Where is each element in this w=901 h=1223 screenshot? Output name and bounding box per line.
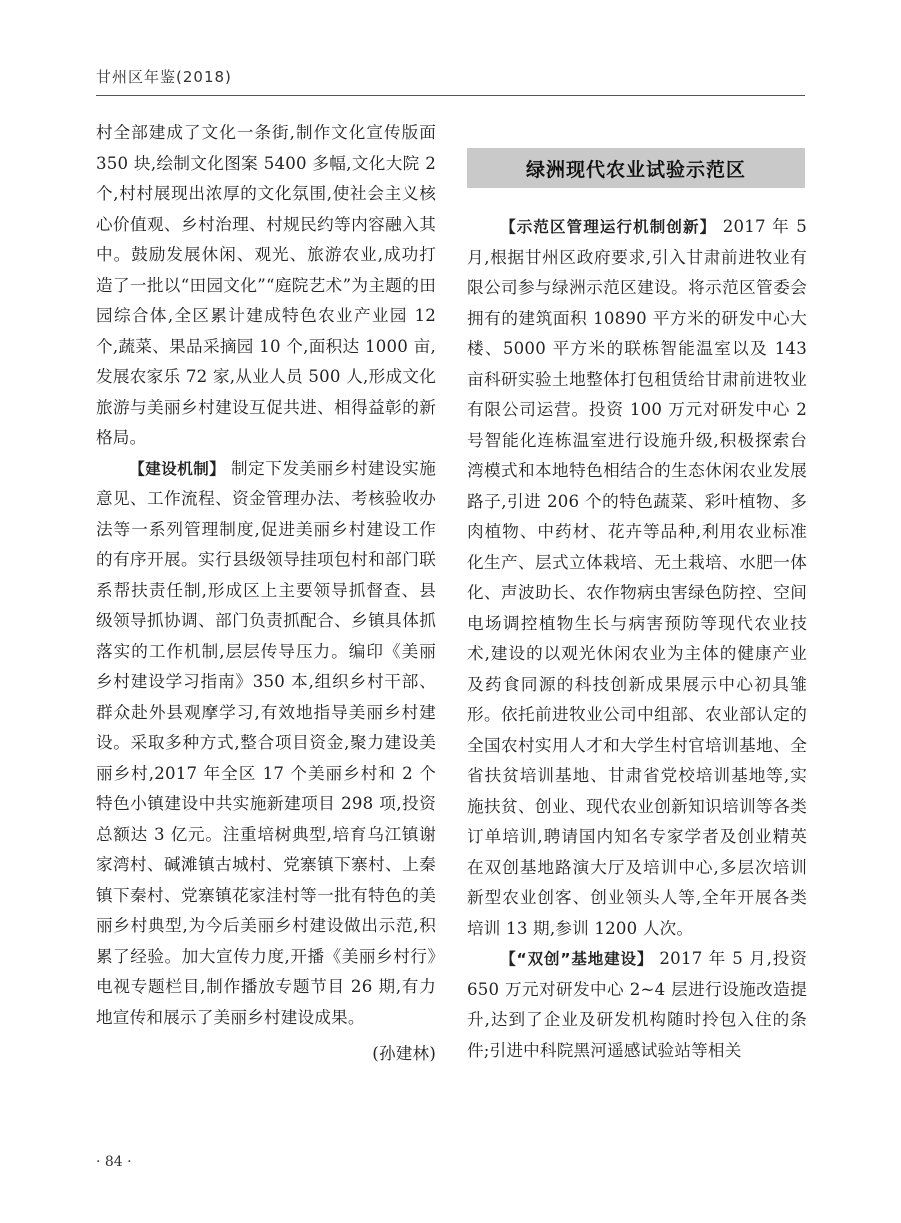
right-column bbox=[467, 212, 807, 1066]
author-credit: (孙建林) bbox=[372, 1044, 436, 1063]
section-tag: 【“双创”基地建设】 bbox=[500, 950, 654, 968]
innovation-base-paragraph bbox=[467, 944, 807, 1066]
header-rule bbox=[96, 95, 805, 96]
management-innovation-paragraph bbox=[467, 212, 807, 944]
left-column bbox=[96, 118, 436, 1070]
construction-mechanism-paragraph bbox=[96, 454, 436, 1034]
section-banner: 绿洲现代农业试验示范区 bbox=[467, 148, 805, 188]
running-header: 甘州区年鉴(2018) bbox=[96, 68, 232, 86]
section-text: 制定下发美丽乡村建设实施意见、工作流程、资金管理办法、考核验收办法等一系列管理制度,促进美丽乡村建设工作的有序开展。实行县级领导挂项包村和部门联系帮扶责任制,形成区上主要领导抓督查、县级领导抓协调、部门负责抓配合、乡镇具体抓落实的工作机制,层层传导压力。编印《美丽乡村建设学习指南》350 本,组织乡村干部、群众赴外县观摩学习,有效地指导美丽乡村建设。采取多种方式,整合项目资金,聚力建设美丽乡村,2017 年全区 17 个美丽乡村和 2 个特色小镇建设中共实施新建项目 298 项,投资总额达 3 亿元。注重培树典型,培育乌江镇谢家湾村、碱滩镇古城村、党寨镇下寨村、上秦镇下秦村、党寨镇花家洼村等一批有特色的美丽乡村典型,为今后美丽乡村建设做出示范,积累了经验。加大宣传力度,开播《美丽乡村行》电视专题栏目,制作播放专题节目 26 期,有力地宣传和展示了美丽乡村建设成果。 bbox=[96, 458, 437, 1027]
section-tag: 【示范区管理运行机制创新】 bbox=[500, 218, 717, 236]
section-tag: 【建设机制】 bbox=[129, 459, 226, 478]
section-text: 2017 年 5 月,根据甘州区政府要求,引入甘肃前进牧业有限公司参与绿洲示范区建设。将示范区管委会拥有的建筑面积 10890 平方米的研发中心大楼、5000 平方米的联栋智能温室以及 143 亩科研实验土地整体打包租赁给甘肃前进牧业有限公司运营。投资 100 万元对研发中心 2 号智能化连栋温室进行设施升级,积极探索台湾模式和本地特色相结合的生态休闲农业发展路子,引进 206 个的特色蔬菜、彩叶植物、多肉植物、中药材、花卉等品种,利用农业标准化生产、层式立体栽培、无土栽培、水肥一体化、声波助长、农作物病虫害绿色防控、空间电场调控植物生长与病害预防等现代农业技术,建设的以观光休闲农业为主体的健康产业及药食同源的科技创新成果展示中心初具雏形。依托前进牧业公司中组部、农业部认定的全国农村实用人才和大学生村官培训基地、全省扶贫培训基地、甘肃省党校培训基地等,实施扶贫、创业、现代农业创新知识培训等各类订单培训,聘请国内知名专家学者及创业精英在双创基地路演大厅及培训中心,多层次培训新型农业创客、创业领头人等,全年开展各类培训 13 期,参训 1200 人次。 bbox=[467, 217, 807, 938]
continuation-paragraph: 村全部建成了文化一条街,制作文化宣传版面 350 块,绘制文化图案 5400 多幅,文化大院 2 个,村村展现出浓厚的文化氛围,使社会主义核心价值观、乡村治理、村规民约等内容融入其中。鼓励发展休闲、观光、旅游农业,成功打造了一批以“田园文化”“庭院艺术”为主题的田园综合体,全区累计建成特色农业产业园 12 个,蔬菜、果品采摘园 10 个,面积达 1000 亩,发展农家乐 72 家,从业人员 500 人,形成文化旅游与美丽乡村建设互促共进、相得益彰的新格局。 bbox=[96, 123, 436, 447]
page-number: · 84 · bbox=[96, 1154, 132, 1170]
section-text: 2017 年 5 月,投资 650 万元对研发中心 2~4 层进行设施改造提升,达到了企业及研发机构随时拎包入住的条件;引进中科院黑河遥感试验站等相关 bbox=[467, 949, 807, 1060]
